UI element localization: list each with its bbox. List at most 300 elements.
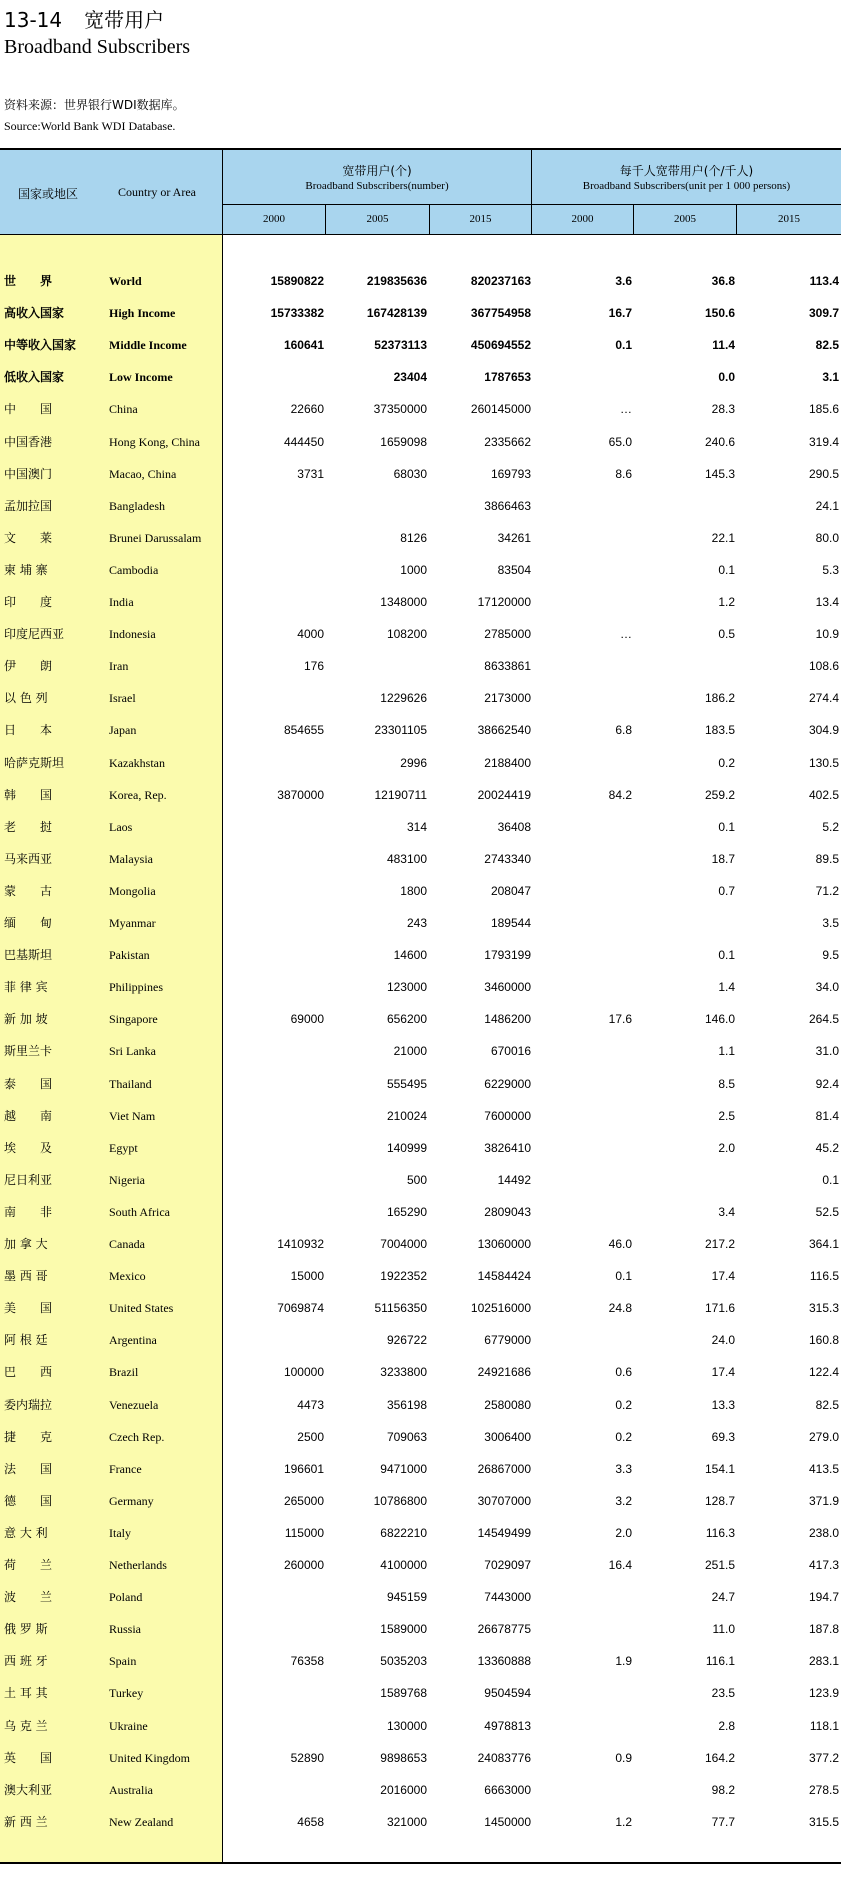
value-cell: 274.4: [808, 691, 839, 705]
value-cell: 314: [406, 820, 427, 834]
value-cell: 1000: [400, 563, 427, 577]
header-year: 2005: [634, 205, 737, 234]
table-row: [0, 752, 841, 774]
country-name-cn: 伊 朗: [4, 659, 53, 673]
value-cell: 36408: [497, 820, 531, 834]
value-cell: 0.5: [718, 627, 735, 641]
value-cell: 6779000: [484, 1333, 531, 1347]
value-cell: 356198: [386, 1398, 427, 1412]
value-cell: 14492: [497, 1173, 531, 1187]
value-cell: 4100000: [380, 1558, 427, 1572]
country-name-cn: 印度尼西亚: [4, 627, 65, 641]
table-row: [0, 1490, 841, 1512]
value-cell: 123000: [386, 980, 427, 994]
value-cell: 11.4: [712, 338, 735, 352]
value-cell: 146.0: [704, 1012, 735, 1026]
value-cell: 5.2: [822, 820, 839, 834]
value-cell: 23404: [393, 370, 427, 384]
country-name-en: France: [109, 1462, 142, 1476]
value-cell: 3826410: [484, 1141, 531, 1155]
value-cell: 9504594: [484, 1686, 531, 1700]
value-cell: 116.3: [705, 1526, 735, 1540]
value-cell: 69.3: [711, 1430, 735, 1444]
country-name-cn: 斯里兰卡: [4, 1044, 53, 1058]
value-cell: 185.6: [808, 402, 839, 416]
table-row: [0, 591, 841, 613]
table-row: [0, 687, 841, 709]
header-group1-cn: 宽带用户(个): [342, 164, 412, 178]
country-name-cn: 中 国: [4, 402, 53, 416]
value-cell: …: [620, 402, 632, 416]
table-row: [0, 1394, 841, 1416]
value-cell: 84.2: [608, 788, 632, 802]
value-cell: 164.2: [704, 1751, 735, 1765]
value-cell: 1.9: [615, 1654, 632, 1668]
value-cell: 24.8: [608, 1301, 632, 1315]
table-row: [0, 1586, 841, 1608]
country-name-en: Poland: [109, 1590, 143, 1604]
value-cell: 3.3: [615, 1462, 632, 1476]
table-row: [0, 1137, 841, 1159]
value-cell: 6.8: [615, 723, 632, 737]
value-cell: 1.2: [718, 595, 735, 609]
value-cell: 12190711: [374, 788, 427, 802]
table-row: [0, 1040, 841, 1062]
value-cell: 77.7: [711, 1815, 735, 1829]
country-name-en: Spain: [109, 1654, 137, 1668]
value-cell: 51156350: [374, 1301, 427, 1315]
country-name-en: Ukraine: [109, 1719, 148, 1733]
value-cell: 444450: [283, 435, 324, 449]
value-cell: 5035203: [380, 1654, 427, 1668]
country-name-cn: 日 本: [4, 723, 53, 737]
value-cell: 3.4: [718, 1205, 735, 1219]
value-cell: 176: [303, 659, 324, 673]
value-cell: 14549499: [477, 1526, 531, 1540]
header-country-en: Country or Area: [118, 185, 196, 199]
value-cell: 321000: [386, 1815, 427, 1829]
table-row: [0, 1715, 841, 1737]
header-year: 2015: [737, 205, 841, 234]
value-cell: 483100: [386, 852, 427, 866]
table-row: [0, 1650, 841, 1672]
value-cell: 82.5: [815, 338, 839, 352]
value-cell: 319.4: [808, 435, 839, 449]
value-cell: 1922352: [380, 1269, 427, 1283]
value-cell: 926722: [386, 1333, 427, 1347]
value-cell: 17120000: [477, 595, 531, 609]
country-name-cn: 老 挝: [4, 820, 53, 834]
country-name-en: Korea, Rep.: [109, 788, 167, 802]
country-name-en: Israel: [109, 691, 136, 705]
value-cell: 81.4: [815, 1109, 839, 1123]
value-cell: 2.0: [718, 1141, 735, 1155]
value-cell: 24083776: [477, 1751, 531, 1765]
value-cell: 210024: [386, 1109, 427, 1123]
value-cell: 2.8: [718, 1719, 735, 1733]
value-cell: 68030: [393, 467, 427, 481]
value-cell: 26678775: [477, 1622, 531, 1636]
value-cell: 3.6: [615, 274, 632, 288]
value-cell: 1659098: [380, 435, 427, 449]
value-cell: 38662540: [477, 723, 531, 737]
table-row: [0, 1073, 841, 1095]
value-cell: 9471000: [380, 1462, 427, 1476]
value-cell: 83504: [497, 563, 531, 577]
value-cell: 413.5: [808, 1462, 839, 1476]
value-cell: 260000: [283, 1558, 324, 1572]
country-name-en: Venezuela: [109, 1398, 159, 1412]
value-cell: 15000: [290, 1269, 324, 1283]
country-name-cn: 世 界: [4, 274, 53, 288]
value-cell: 123.9: [808, 1686, 839, 1700]
value-cell: 1.2: [615, 1815, 632, 1829]
value-cell: 260145000: [470, 402, 531, 416]
value-cell: 208047: [490, 884, 531, 898]
value-cell: 450694552: [470, 338, 531, 352]
country-name-cn: 中等收入国家: [4, 338, 77, 352]
value-cell: 3.1: [822, 370, 839, 384]
value-cell: 7600000: [484, 1109, 531, 1123]
value-cell: 14584424: [477, 1269, 531, 1283]
country-name-en: Argentina: [109, 1333, 157, 1347]
value-cell: 2785000: [484, 627, 531, 641]
country-name-cn: 中国澳门: [4, 467, 53, 481]
value-cell: 0.1: [718, 820, 735, 834]
value-cell: 1486200: [484, 1012, 531, 1026]
country-name-en: Macao, China: [109, 467, 177, 481]
country-name-en: South Africa: [109, 1205, 170, 1219]
value-cell: 10.9: [815, 627, 839, 641]
value-cell: 98.2: [711, 1783, 735, 1797]
value-cell: 2173000: [484, 691, 531, 705]
value-cell: 92.4: [815, 1077, 839, 1091]
table-row: [0, 302, 841, 324]
value-cell: 278.5: [808, 1783, 839, 1797]
value-cell: 7004000: [380, 1237, 427, 1251]
table-row: [0, 719, 841, 741]
table-row: [0, 1554, 841, 1576]
country-name-en: Thailand: [109, 1077, 152, 1091]
table-row: [0, 784, 841, 806]
value-cell: 1589768: [380, 1686, 427, 1700]
country-name-en: Singapore: [109, 1012, 158, 1026]
value-cell: 13060000: [477, 1237, 531, 1251]
value-cell: 18.7: [711, 852, 735, 866]
country-name-cn: 尼日利亚: [4, 1173, 53, 1187]
value-cell: 5.3: [822, 563, 839, 577]
value-cell: 8.6: [615, 467, 632, 481]
country-name-en: Turkey: [109, 1686, 144, 1700]
value-cell: 417.3: [808, 1558, 839, 1572]
country-name-cn: 蒙 古: [4, 884, 53, 898]
country-name-cn: 荷 兰: [4, 1558, 53, 1572]
value-cell: 1787653: [484, 370, 531, 384]
country-name-cn: 中国香港: [4, 435, 53, 449]
table-row: [0, 976, 841, 998]
country-name-cn: 低收入国家: [4, 370, 65, 384]
value-cell: 160641: [283, 338, 324, 352]
value-cell: 2.0: [615, 1526, 632, 1540]
value-cell: 240.6: [704, 435, 735, 449]
value-cell: 2809043: [484, 1205, 531, 1219]
value-cell: 219835636: [366, 274, 427, 288]
value-cell: 364.1: [808, 1237, 839, 1251]
value-cell: 3870000: [277, 788, 324, 802]
country-name-cn: 高收入国家: [4, 306, 65, 320]
value-cell: 2743340: [484, 852, 531, 866]
value-cell: 371.9: [808, 1494, 839, 1508]
value-cell: 37350000: [373, 402, 427, 416]
country-name-cn: 南 非: [4, 1205, 53, 1219]
country-name-cn: 法 国: [4, 1462, 53, 1476]
value-cell: 0.0: [718, 370, 735, 384]
value-cell: 113.4: [809, 274, 839, 288]
country-name-en: Netherlands: [109, 1558, 167, 1572]
table-bottom-rule: [0, 1862, 841, 1864]
value-cell: 0.1: [615, 338, 632, 352]
value-cell: 1800: [400, 884, 427, 898]
value-cell: 854655: [283, 723, 324, 737]
value-cell: 122.4: [808, 1365, 839, 1379]
country-name-en: Pakistan: [109, 948, 150, 962]
value-cell: 24.7: [711, 1590, 735, 1604]
value-cell: 13360888: [477, 1654, 531, 1668]
value-cell: 304.9: [808, 723, 839, 737]
header-country-cell: [0, 150, 223, 234]
country-name-cn: 文 莱: [4, 531, 53, 545]
country-name-en: Cambodia: [109, 563, 159, 577]
value-cell: 2188400: [484, 756, 531, 770]
table-row: [0, 655, 841, 677]
country-name-cn: 孟加拉国: [4, 499, 53, 513]
value-cell: 20024419: [477, 788, 531, 802]
table-row: [0, 912, 841, 934]
header-group2-en: Broadband Subscribers(unit per 1 000 persons): [582, 180, 791, 192]
value-cell: 4978813: [484, 1719, 531, 1733]
country-name-en: Egypt: [109, 1141, 138, 1155]
value-cell: 1229626: [380, 691, 427, 705]
value-cell: 52.5: [815, 1205, 839, 1219]
value-cell: 945159: [386, 1590, 427, 1604]
value-cell: 34.0: [815, 980, 839, 994]
country-name-cn: 意 大 利: [4, 1526, 48, 1540]
value-cell: 22660: [290, 402, 324, 416]
value-cell: 2996: [400, 756, 427, 770]
value-cell: 16.7: [608, 306, 632, 320]
value-cell: 217.2: [704, 1237, 735, 1251]
title-en: Broadband Subscribers: [4, 36, 191, 58]
table-row: [0, 1265, 841, 1287]
table-row: [0, 1361, 841, 1383]
value-cell: 3233800: [380, 1365, 427, 1379]
value-cell: 290.5: [808, 467, 839, 481]
value-cell: 309.7: [808, 306, 839, 320]
table-row: [0, 1682, 841, 1704]
value-cell: 0.2: [718, 756, 735, 770]
value-cell: 315.5: [808, 1815, 839, 1829]
value-cell: 238.0: [808, 1526, 839, 1540]
country-name-en: Malaysia: [109, 852, 153, 866]
value-cell: 186.2: [704, 691, 735, 705]
country-name-cn: 印 度: [4, 595, 53, 609]
value-cell: 4658: [297, 1815, 324, 1829]
country-name-cn: 委内瑞拉: [4, 1398, 53, 1412]
value-cell: 154.1: [704, 1462, 735, 1476]
country-name-cn: 德 国: [4, 1494, 53, 1508]
value-cell: 367754958: [470, 306, 531, 320]
table-row: [0, 1105, 841, 1127]
value-cell: 251.5: [704, 1558, 735, 1572]
value-cell: 0.9: [615, 1751, 632, 1765]
table-row: [0, 880, 841, 902]
value-cell: 128.7: [704, 1494, 735, 1508]
header-group1-en: Broadband Subscribers(number): [305, 180, 449, 192]
value-cell: 0.1: [718, 948, 735, 962]
country-name-en: Indonesia: [109, 627, 156, 641]
country-name-en: Viet Nam: [109, 1109, 156, 1123]
table-row: [0, 1811, 841, 1833]
table-row: [0, 463, 841, 485]
value-cell: 2016000: [380, 1783, 427, 1797]
value-cell: …: [620, 627, 632, 641]
table-row: [0, 431, 841, 453]
value-cell: 46.0: [608, 1237, 632, 1251]
country-name-en: Philippines: [109, 980, 164, 994]
country-name-en: Canada: [109, 1237, 145, 1251]
country-name-en: Bangladesh: [109, 499, 165, 513]
table-row: [0, 334, 841, 356]
value-cell: 116.1: [705, 1654, 735, 1668]
table-row: [0, 1233, 841, 1255]
value-cell: 15733382: [270, 306, 324, 320]
country-name-en: Middle Income: [109, 338, 187, 352]
value-cell: 89.5: [815, 852, 839, 866]
table-row: [0, 944, 841, 966]
country-name-en: Australia: [109, 1783, 153, 1797]
value-cell: 6822210: [380, 1526, 427, 1540]
source-cn: 资料来源：世界银行WDI数据库。: [4, 98, 185, 112]
value-cell: 80.0: [815, 531, 839, 545]
table-row: [0, 1329, 841, 1351]
value-cell: 0.1: [718, 563, 735, 577]
value-cell: 23.5: [711, 1686, 735, 1700]
value-cell: 315.3: [808, 1301, 839, 1315]
header-group-subscribers: [223, 150, 532, 205]
value-cell: 36.8: [711, 274, 735, 288]
value-cell: 3006400: [484, 1430, 531, 1444]
table-row: [0, 527, 841, 549]
value-cell: 1450000: [484, 1815, 531, 1829]
value-cell: 189544: [490, 916, 531, 930]
country-name-cn: 阿 根 廷: [4, 1333, 48, 1347]
value-cell: 65.0: [608, 435, 632, 449]
country-name-cn: 英 国: [4, 1751, 53, 1765]
value-cell: 265000: [283, 1494, 324, 1508]
country-name-en: Germany: [109, 1494, 154, 1508]
header-group2-cn: 每千人宽带用户(个/千人): [619, 164, 754, 178]
country-name-en: World: [109, 274, 142, 288]
country-name-en: China: [109, 402, 138, 416]
value-cell: 140999: [386, 1141, 427, 1155]
value-cell: 820237163: [470, 274, 531, 288]
value-cell: 1589000: [380, 1622, 427, 1636]
value-cell: 1410932: [277, 1237, 324, 1251]
value-cell: 7029097: [484, 1558, 531, 1572]
table-row: [0, 1779, 841, 1801]
value-cell: 69000: [290, 1012, 324, 1026]
value-cell: 0.1: [615, 1269, 632, 1283]
country-name-en: United States: [109, 1301, 174, 1315]
value-cell: 283.1: [808, 1654, 839, 1668]
value-cell: 118.1: [809, 1719, 839, 1733]
value-cell: 160.8: [808, 1333, 839, 1347]
table-row: [0, 1522, 841, 1544]
value-cell: 28.3: [711, 402, 735, 416]
source-en: Source:World Bank WDI Database.: [4, 119, 176, 133]
value-cell: 194.7: [808, 1590, 839, 1604]
value-cell: 24.1: [815, 499, 839, 513]
value-cell: 10786800: [373, 1494, 427, 1508]
value-cell: 183.5: [704, 723, 735, 737]
table-row: [0, 848, 841, 870]
value-cell: 31.0: [815, 1044, 839, 1058]
value-cell: 108.6: [808, 659, 839, 673]
value-cell: 8633861: [484, 659, 531, 673]
country-name-cn: 缅 甸: [4, 916, 53, 930]
country-name-cn: 韩 国: [4, 788, 53, 802]
value-cell: 26867000: [477, 1462, 531, 1476]
table-row: [0, 1426, 841, 1448]
value-cell: 22.1: [711, 531, 735, 545]
table-row: [0, 1201, 841, 1223]
country-name-cn: 越 南: [4, 1109, 53, 1123]
country-name-en: Russia: [109, 1622, 142, 1636]
title-cn: 宽带用户: [84, 8, 165, 32]
value-cell: 196601: [283, 1462, 324, 1476]
value-cell: 0.2: [615, 1430, 632, 1444]
table-row: [0, 1169, 841, 1191]
value-cell: 0.1: [822, 1173, 839, 1187]
country-name-en: Mongolia: [109, 884, 156, 898]
country-name-cn: 菲 律 宾: [4, 980, 48, 994]
country-name-en: Italy: [109, 1526, 131, 1540]
header-year: 2000: [532, 205, 634, 234]
country-name-en: Iran: [109, 659, 129, 673]
country-name-en: Low Income: [109, 370, 173, 384]
value-cell: 100000: [283, 1365, 324, 1379]
country-name-en: Mexico: [109, 1269, 146, 1283]
table-row: [0, 1747, 841, 1769]
value-cell: 14600: [393, 948, 427, 962]
country-name-cn: 美 国: [4, 1301, 53, 1315]
value-cell: 656200: [386, 1012, 427, 1026]
value-cell: 116.5: [809, 1269, 839, 1283]
country-name-cn: 土 耳 其: [4, 1686, 48, 1700]
table-title-cn: [4, 4, 164, 33]
table-row: [0, 1297, 841, 1319]
country-name-cn: 泰 国: [4, 1077, 53, 1091]
country-name-cn: 乌 克 兰: [4, 1719, 48, 1733]
country-name-en: Brunei Darussalam: [109, 531, 202, 545]
value-cell: 145.3: [704, 467, 735, 481]
country-name-cn: 捷 克: [4, 1430, 53, 1444]
country-name-cn: 西 班 牙: [4, 1654, 48, 1668]
country-name-en: Czech Rep.: [109, 1430, 165, 1444]
header-year: 2000: [223, 205, 326, 234]
value-cell: 45.2: [815, 1141, 839, 1155]
value-cell: 11.0: [712, 1622, 735, 1636]
